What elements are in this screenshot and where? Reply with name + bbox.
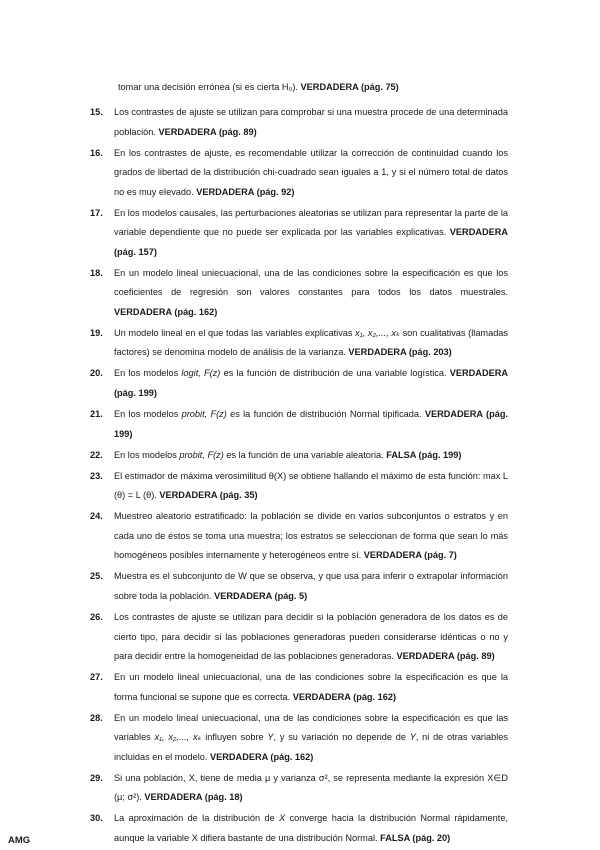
- item-number: 17.: [90, 207, 103, 218]
- answer-label: VERDADERA (pág. 92): [196, 186, 295, 197]
- list-item: [90, 144, 508, 203]
- item-number: 23.: [90, 470, 103, 481]
- answer-label: VERDADERA (pág. 162): [114, 306, 218, 317]
- item-text: [114, 208, 508, 257]
- text-segment: Un modelo lineal en el que todas las variables explicativas: [114, 327, 356, 338]
- list-item: [90, 769, 508, 808]
- item-text: [114, 328, 508, 358]
- item-text: [114, 368, 508, 398]
- continuation-line: [118, 80, 518, 94]
- list-item: [90, 204, 508, 263]
- text-segment: Si una población, X, tiene de media μ y varianza σ², se representa mediante la expresión X∈D (μ; σ²).: [114, 772, 508, 803]
- item-text: [114, 571, 508, 601]
- list-item: [90, 103, 508, 142]
- text-segment: es la función de distribución Normal tipificada.: [226, 409, 425, 420]
- text-segment: En los modelos causales, las perturbaciones aleatorias se utilizan para representar la parte de la variable dependiente que no puede ser explicada por las variables explicativas.: [114, 207, 508, 238]
- item-text: [114, 773, 508, 803]
- question-list: [90, 103, 508, 850]
- item-number: 15.: [90, 107, 103, 117]
- list-item: [90, 324, 508, 363]
- item-number: 22.: [90, 449, 103, 460]
- text-segment: En los modelos: [114, 449, 180, 460]
- item-number: 18.: [90, 267, 103, 278]
- answer-label: VERDADERA (pág. 199): [114, 368, 508, 398]
- answer-label: VERDADERA (pág. 18): [144, 792, 243, 803]
- answer-label: VERDADERA (pág. 203): [348, 347, 452, 358]
- text-segment: Los contrastes de ajuste se utilizan para decidir si la población generadora de los datos es de cierto tipo, para decidir si las poblaciones generadoras pueden considerarse idénticas o no y para decidir entre la homogeneidad de las poblaciones generadoras.: [114, 612, 508, 662]
- item-number: 16.: [90, 147, 103, 158]
- continuation-text: tomar una decisión errónea (si es cierta H₀).: [118, 82, 298, 92]
- text-segment: La aproximación de la distribución de: [114, 813, 280, 824]
- text-segment: influyen sobre: [201, 732, 268, 743]
- item-number: 27.: [90, 672, 103, 683]
- list-item: [90, 405, 508, 444]
- text-segment: En los contrastes de ajuste, es recomendable utilizar la corrección de continuidad cuando los grados de libertad de la distribución chi-cuadrado sean iguales a 1, y si el número total de datos no es muy elevado.: [114, 147, 508, 197]
- text-segment: En un modelo lineal uniecuacional, una de las condiciones sobre la especificación es que las variables: [114, 712, 508, 743]
- item-number: 25.: [90, 571, 103, 582]
- list-item: [90, 467, 508, 506]
- item-text: [114, 471, 508, 501]
- list-item: [90, 507, 508, 566]
- text-segment: En un modelo lineal uniecuacional, una de las condiciones sobre la especificación es que los coeficientes de regresión son valores constantes para todos los datos muestrales.: [114, 267, 508, 298]
- text-segment: En un modelo lineal uniecuacional, una de las condiciones sobre la especificación es que la forma funcional se supone que es correcta.: [114, 672, 508, 702]
- math-term: probit, F(z): [179, 449, 224, 460]
- item-text: [114, 713, 508, 762]
- footer-initials: AMG: [8, 835, 31, 846]
- text-segment: es la función de distribución de una variable logística.: [220, 368, 450, 379]
- answer-label: VERDADERA (pág. 7): [363, 550, 457, 561]
- math-term: probit, F(z): [181, 409, 227, 420]
- text-segment: es la función de una variable aleatoria.: [223, 449, 387, 460]
- math-term: x₁, x₂,..., xₖ: [355, 327, 400, 338]
- list-item: [90, 668, 508, 707]
- answer-label: VERDADERA (pág. 5): [214, 590, 308, 601]
- math-term: X: [279, 813, 286, 824]
- item-text: [114, 813, 508, 843]
- answer-label: VERDADERA (pág. 162): [210, 751, 314, 762]
- item-number: 20.: [90, 368, 103, 379]
- answer-label: VERDADERA (pág. 89): [158, 126, 257, 137]
- item-number: 28.: [90, 712, 103, 723]
- text-segment: son cualitativas (llamadas factores) se denomina modelo de análisis de la varianza.: [114, 327, 509, 358]
- text-segment: converge hacia la distribución Normal rápidamente, aunque la variable X difiera bastante de una distribución Normal.: [114, 813, 508, 843]
- list-item: [90, 567, 508, 606]
- answer-label: VERDADERA (pág. 162): [292, 691, 397, 702]
- text-segment: Muestreo aleatorio estratificado: la población se divide en varios subconjuntos o estratos y en cada uno de éstos se toma una muestra; los estratos se seleccionan de forma que sean lo más homogéneos posibles internamente y heterogéneos entre sí.: [114, 511, 508, 561]
- list-item: [90, 264, 508, 323]
- list-item: [90, 809, 508, 848]
- text-segment: , ni de otras variables incluidas en el modelo.: [114, 732, 509, 762]
- math-term: Y: [409, 732, 416, 743]
- answer-label: FALSA (pág. 199): [386, 449, 462, 460]
- item-number: 30.: [90, 813, 103, 824]
- answer-label: FALSA (pág. 20): [380, 832, 451, 843]
- item-number: 21.: [90, 409, 103, 420]
- item-text: [114, 511, 508, 560]
- item-number: 24.: [90, 511, 103, 522]
- math-term: logit, F(z): [181, 368, 221, 379]
- math-term: x₁, x₂,..., xₖ: [154, 732, 202, 743]
- list-item: [90, 446, 508, 466]
- text-segment: Los contrastes de ajuste se utilizan para comprobar si una muestra procede de una determinada población.: [114, 107, 508, 137]
- list-item: [90, 364, 508, 403]
- answer-label: VERDADERA (pág. 157): [114, 227, 508, 257]
- answer-label: VERDADERA (pág. 35): [159, 490, 258, 501]
- text-segment: Muestra es el subconjunto de W que se observa, y que usa para inferir o extrapolar información sobre toda la población.: [114, 571, 508, 601]
- text-segment: En los modelos: [114, 368, 182, 379]
- item-number: 29.: [90, 772, 103, 783]
- item-text: [114, 450, 461, 460]
- list-item: [90, 709, 508, 768]
- answer-label: VERDADERA (pág. 199): [114, 409, 508, 439]
- list-item: [90, 608, 508, 667]
- item-number: 26.: [90, 612, 103, 623]
- text-segment: En los modelos: [114, 409, 182, 420]
- item-text: [114, 148, 508, 197]
- math-term: Y: [267, 732, 274, 743]
- text-segment: El estimador de máxima verosimilitud θ(X) se obtiene hallando el máximo de esta función: max L (θ) = L (θ).: [114, 470, 508, 501]
- item-text: [114, 672, 508, 702]
- item-text: [114, 612, 508, 661]
- item-text: [114, 268, 508, 317]
- text-segment: , y su variación no depende de: [273, 732, 410, 743]
- item-text: [114, 409, 508, 439]
- answer-label: VERDADERA (pág. 89): [396, 651, 495, 662]
- item-number: 19.: [90, 327, 103, 338]
- continuation-answer: VERDADERA (pág. 75): [300, 82, 399, 92]
- item-text: [114, 107, 508, 137]
